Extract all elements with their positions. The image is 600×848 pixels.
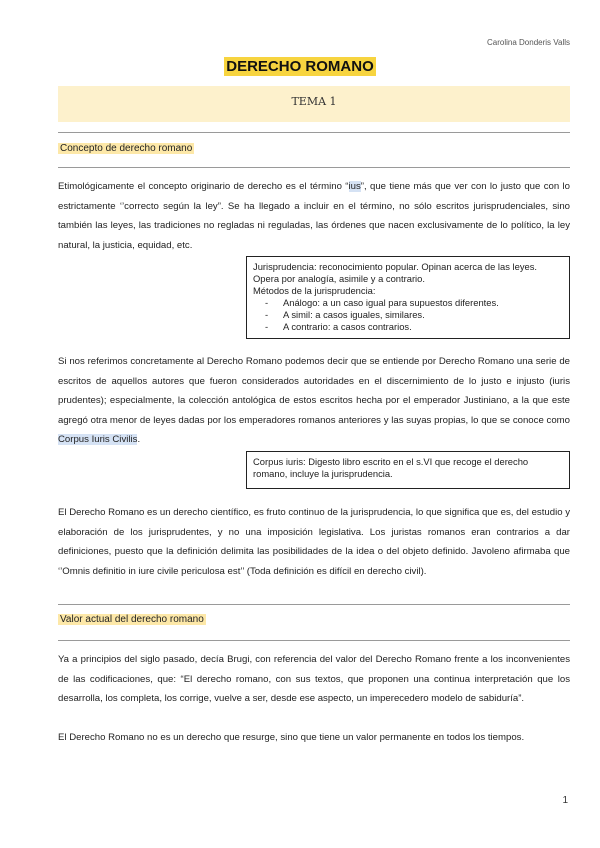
text-run: ”, que tiene más que ver con lo justo que con lo estrictamente ‘’correcto según la ley”. Se ha llegado a incluir en el término, no sólo escritos jurisprudenciales, sino también las leyes, las tradiciones no regladas ni reguladas, las órdenes que nacen exclusivamente de lo político, la ley natural, la justicia, equidad, etc. — [58, 181, 571, 251]
paragraph-derecho-cientifico: El Derecho Romano es un derecho científico, es fruto continuo de la jurisprudencia, lo que significa que es, del estudio y elaboración de los jurisprudentes, y no una imposición legislativa. Los juristas romanos eran contrarios a dar definiciones, puesto que la definición delimita las posibilidades de la idea o del objeto definido. Javoleno afirmaba que ‘’Omnis definitio in iure civile periculosa est’’ (Toda definición es difícil en derecho civil). — [58, 507, 570, 577]
author-name: Carolina Donderis Valls — [487, 38, 570, 47]
subtitle: TEMA 1 — [291, 95, 337, 108]
text-run: Etimológicamente el concepto originario de derecho es el término “ — [58, 181, 349, 192]
paragraph-brugi: Ya a principios del siglo pasado, decía Brugi, con referencia del valor del Derecho Romano frente a los inconvenientes de las codificaciones, que: “El derecho romano, con sus textos, que proponen una continua interpretación que los desarrolla, los completa, los corrige, vuelve a ser, desde ese aspecto, un imperecedero modelo de sabiduría”. — [58, 654, 570, 704]
list-item: - A simil: a casos iguales, similares. — [283, 309, 563, 321]
highlight-ius: ius — [348, 181, 361, 192]
highlight-corpus: Corpus Iuris Civilis — [58, 434, 138, 445]
text-run: . — [137, 434, 141, 445]
paragraph-derecho-romano — [58, 352, 570, 450]
divider — [58, 132, 570, 133]
note-line: Jurisprudencia: reconocimiento popular. Opinan acerca de las leyes. — [253, 261, 538, 272]
note-box-jurisprudencia — [246, 256, 570, 339]
section-heading-valor: Valor actual del derecho romano — [60, 614, 204, 625]
divider — [58, 604, 570, 605]
title-wrap — [0, 57, 600, 76]
list-item: - Análogo: a un caso igual para supuestos diferentes. — [283, 297, 563, 309]
divider — [58, 640, 570, 641]
note-line: Métodos de la jurisprudencia: — [253, 285, 376, 296]
subtitle-band — [58, 86, 570, 122]
list-item: - A contrario: a casos contrarios. — [283, 321, 563, 333]
methods-list — [253, 297, 563, 333]
paragraph-valor-permanente: El Derecho Romano no es un derecho que resurge, sino que tiene un valor permanente en todos los tiempos. — [58, 732, 525, 743]
note-box-corpus — [246, 451, 570, 489]
paragraph-etimologia — [58, 177, 570, 255]
divider — [58, 167, 570, 168]
note-line: Corpus iuris: Digesto libro escrito en el s.VI que recoge el derecho romano, incluye la jurisprudencia. — [253, 456, 529, 479]
section-heading-concepto: Concepto de derecho romano — [60, 143, 193, 154]
note-line: Opera por analogía, asimile y a contrario. — [253, 273, 425, 284]
page-number: 1 — [562, 795, 568, 806]
text-run: Si nos referimos concretamente al Derecho Romano podemos decir que se entiende por Derecho Romano una serie de escritos de aquellos autores que fueron considerados autoridades en el discernimiento de lo justo e injusto (iuris prudentes); especialmente, la colección antológica de estos escritos hecha por el emperador Justiniano, a la que este agregó otra menor de leyes dadas por los emperadores romanos anteriores y las suyas propias, lo que se conoce como — [58, 356, 570, 426]
document-title: DERECHO ROMANO — [226, 58, 374, 75]
